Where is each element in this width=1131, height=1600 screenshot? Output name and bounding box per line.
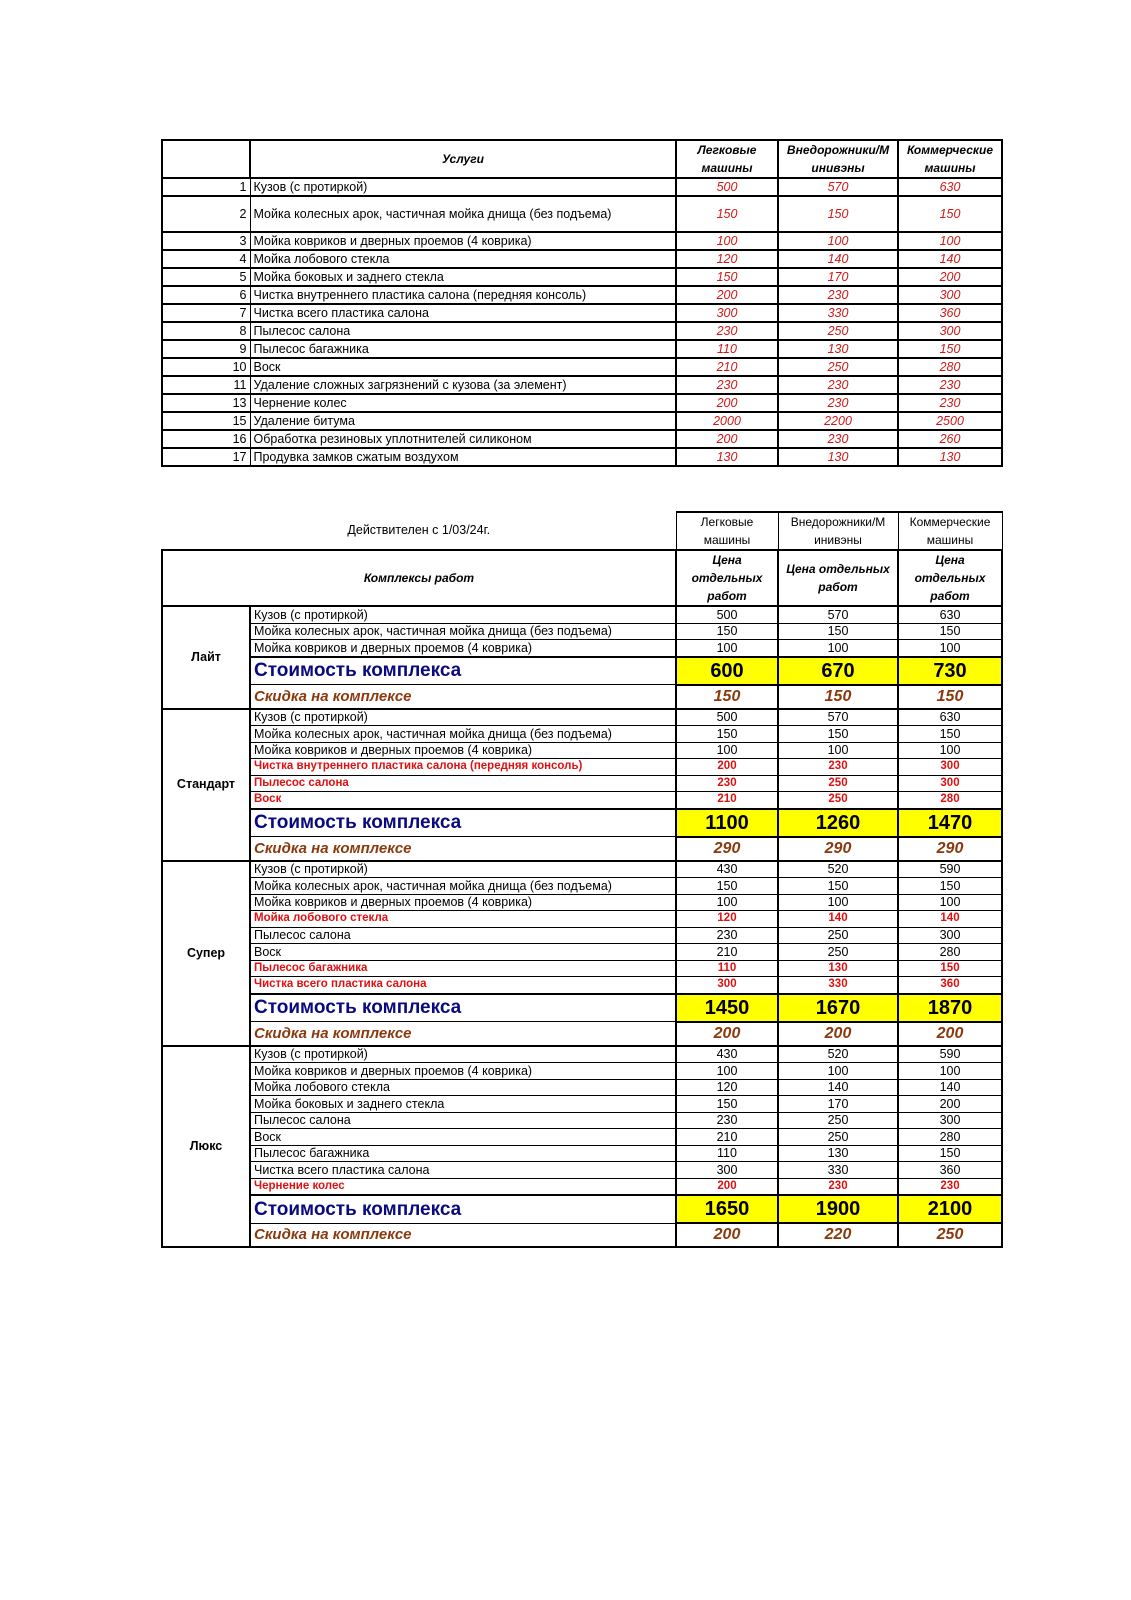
- service-name: Пылесос багажника: [250, 340, 676, 358]
- package-item-name: Пылесос багажника: [250, 960, 676, 977]
- price-head-passenger: Цена отдельных работ: [676, 550, 778, 606]
- service-row: [162, 376, 1002, 394]
- package-discount-row: [162, 1022, 1002, 1046]
- package-item-row: [162, 1162, 1002, 1179]
- package-item-name: Мойка лобового стекла: [250, 1079, 676, 1096]
- price-commercial: 630: [898, 709, 1002, 726]
- service-number: 2: [162, 196, 250, 232]
- price-commercial: 360: [898, 977, 1002, 994]
- service-name: Обработка резиновых уплотнителей силиконом: [250, 430, 676, 448]
- package-item-name: Мойка ковриков и дверных проемов (4 коврика): [250, 1063, 676, 1080]
- price-commercial: 280: [898, 792, 1002, 809]
- price-passenger: 100: [676, 232, 778, 250]
- price-passenger: 200: [676, 759, 778, 776]
- price-commercial: 300: [898, 286, 1002, 304]
- package-item-row: [162, 894, 1002, 911]
- service-number: 4: [162, 250, 250, 268]
- price-commercial: 100: [898, 232, 1002, 250]
- package-item-row: [162, 1178, 1002, 1195]
- price-commercial: 200: [898, 268, 1002, 286]
- price-commercial: 150: [898, 196, 1002, 232]
- price-passenger: 120: [676, 1079, 778, 1096]
- price-suv: 140: [778, 250, 898, 268]
- price-suv: 230: [778, 430, 898, 448]
- package-item-row: [162, 1079, 1002, 1096]
- price-passenger: 110: [676, 340, 778, 358]
- package-item-row: [162, 726, 1002, 743]
- service-name: Продувка замков сжатым воздухом: [250, 448, 676, 466]
- col-head-passenger: Легковые машины: [676, 512, 778, 550]
- price-suv: 250: [778, 358, 898, 376]
- package-item-name: Чистка всего пластика салона: [250, 1162, 676, 1179]
- price-commercial: 100: [898, 742, 1002, 759]
- price-passenger: 430: [676, 1046, 778, 1063]
- service-row: [162, 196, 1002, 232]
- price-passenger: 200: [676, 394, 778, 412]
- price-head-commercial: Цена отдельных работ: [898, 550, 1002, 606]
- discount-passenger: 150: [676, 685, 778, 709]
- package-item-name: Мойка ковриков и дверных проемов (4 коврика): [250, 640, 676, 657]
- price-commercial: 230: [898, 1178, 1002, 1195]
- service-name: Кузов (с протиркой): [250, 178, 676, 196]
- price-commercial: 150: [898, 878, 1002, 895]
- service-name: Чернение колес: [250, 394, 676, 412]
- cost-commercial: 730: [898, 657, 1002, 685]
- price-commercial: 360: [898, 1162, 1002, 1179]
- price-passenger: 120: [676, 911, 778, 928]
- package-item-row: [162, 1063, 1002, 1080]
- price-suv: 250: [778, 775, 898, 792]
- price-suv: 250: [778, 1129, 898, 1146]
- package-cost-label: Стоимость комплекса: [250, 657, 676, 685]
- price-head-suv: Цена отдельных работ: [778, 550, 898, 606]
- price-suv: 130: [778, 340, 898, 358]
- service-number: 10: [162, 358, 250, 376]
- package-item-name: Кузов (с протиркой): [250, 1046, 676, 1063]
- service-row: [162, 322, 1002, 340]
- package-item-name: Кузов (с протиркой): [250, 606, 676, 623]
- price-passenger: 100: [676, 894, 778, 911]
- package-discount-row: [162, 837, 1002, 861]
- price-passenger: 150: [676, 726, 778, 743]
- price-suv: 140: [778, 911, 898, 928]
- price-commercial: 260: [898, 430, 1002, 448]
- price-suv: 250: [778, 944, 898, 961]
- cost-commercial: 1870: [898, 994, 1002, 1022]
- service-row: [162, 430, 1002, 448]
- package-item-row: [162, 623, 1002, 640]
- price-suv: 130: [778, 960, 898, 977]
- package-cost-row: [162, 994, 1002, 1022]
- discount-commercial: 150: [898, 685, 1002, 709]
- packages-top-row: [162, 512, 1002, 550]
- price-commercial: 150: [898, 960, 1002, 977]
- header-suv: Внедорожники/М инивэны: [778, 140, 898, 178]
- price-suv: 250: [778, 927, 898, 944]
- package-item-name: Воск: [250, 944, 676, 961]
- package-item-row: [162, 1129, 1002, 1146]
- package-cost-label: Стоимость комплекса: [250, 809, 676, 837]
- price-suv: 100: [778, 1063, 898, 1080]
- cost-commercial: 1470: [898, 809, 1002, 837]
- discount-suv: 290: [778, 837, 898, 861]
- cost-passenger: 1100: [676, 809, 778, 837]
- price-commercial: 140: [898, 1079, 1002, 1096]
- cost-passenger: 1650: [676, 1195, 778, 1223]
- service-number: 16: [162, 430, 250, 448]
- package-item-name: Чистка всего пластика салона: [250, 977, 676, 994]
- package-item-row: [162, 792, 1002, 809]
- price-commercial: 230: [898, 394, 1002, 412]
- price-suv: 330: [778, 977, 898, 994]
- package-item-row: [162, 1145, 1002, 1162]
- price-passenger: 300: [676, 977, 778, 994]
- package-name: Стандарт: [162, 709, 250, 861]
- package-discount-row: [162, 1223, 1002, 1247]
- price-suv: 150: [778, 623, 898, 640]
- price-commercial: 230: [898, 376, 1002, 394]
- discount-passenger: 200: [676, 1223, 778, 1247]
- price-passenger: 130: [676, 448, 778, 466]
- price-suv: 170: [778, 1096, 898, 1113]
- package-cost-row: [162, 1195, 1002, 1223]
- service-name: Мойка боковых и заднего стекла: [250, 268, 676, 286]
- discount-suv: 200: [778, 1022, 898, 1046]
- package-name: Люкс: [162, 1046, 250, 1248]
- price-suv: 100: [778, 232, 898, 250]
- price-suv: 230: [778, 286, 898, 304]
- cost-suv: 1900: [778, 1195, 898, 1223]
- cost-passenger: 1450: [676, 994, 778, 1022]
- price-suv: 570: [778, 709, 898, 726]
- package-item-row: [162, 878, 1002, 895]
- package-item-row: [162, 606, 1002, 623]
- package-item-name: Пылесос салона: [250, 927, 676, 944]
- price-commercial: 100: [898, 894, 1002, 911]
- price-suv: 230: [778, 394, 898, 412]
- package-item-row: [162, 742, 1002, 759]
- price-commercial: 300: [898, 927, 1002, 944]
- service-number: 6: [162, 286, 250, 304]
- price-passenger: 150: [676, 1096, 778, 1113]
- package-discount-label: Скидка на комплексе: [250, 1223, 676, 1247]
- package-discount-row: [162, 685, 1002, 709]
- price-suv: 150: [778, 196, 898, 232]
- package-item-name: Кузов (с протиркой): [250, 861, 676, 878]
- price-passenger: 110: [676, 1145, 778, 1162]
- cost-passenger: 600: [676, 657, 778, 685]
- service-number: 5: [162, 268, 250, 286]
- package-item-name: Воск: [250, 792, 676, 809]
- service-row: [162, 448, 1002, 466]
- price-passenger: 100: [676, 1063, 778, 1080]
- col-head-suv: Внедорожники/М инивэны: [778, 512, 898, 550]
- service-number: 3: [162, 232, 250, 250]
- price-passenger: 500: [676, 606, 778, 623]
- packages-price-table: [161, 511, 1003, 1248]
- package-item-row: [162, 911, 1002, 928]
- service-name: Чистка всего пластика салона: [250, 304, 676, 322]
- service-row: [162, 250, 1002, 268]
- service-name: Мойка лобового стекла: [250, 250, 676, 268]
- package-item-row: [162, 775, 1002, 792]
- discount-suv: 220: [778, 1223, 898, 1247]
- price-commercial: 200: [898, 1096, 1002, 1113]
- price-commercial: 300: [898, 775, 1002, 792]
- cost-suv: 1260: [778, 809, 898, 837]
- price-commercial: 300: [898, 759, 1002, 776]
- package-item-row: [162, 861, 1002, 878]
- price-passenger: 300: [676, 304, 778, 322]
- package-item-name: Мойка колесных арок, частичная мойка днища (без подъема): [250, 726, 676, 743]
- col-head-commercial: Коммерческие машины: [898, 512, 1002, 550]
- package-item-row: [162, 1046, 1002, 1063]
- package-item-row: [162, 640, 1002, 657]
- price-suv: 140: [778, 1079, 898, 1096]
- price-passenger: 210: [676, 944, 778, 961]
- price-passenger: 230: [676, 1112, 778, 1129]
- price-passenger: 500: [676, 709, 778, 726]
- price-commercial: 630: [898, 178, 1002, 196]
- service-row: [162, 286, 1002, 304]
- service-name: Мойка колесных арок, частичная мойка днища (без подъема): [250, 196, 676, 232]
- service-row: [162, 232, 1002, 250]
- service-name: Мойка ковриков и дверных проемов (4 коврика): [250, 232, 676, 250]
- price-passenger: 110: [676, 960, 778, 977]
- price-commercial: 150: [898, 340, 1002, 358]
- price-suv: 520: [778, 861, 898, 878]
- price-passenger: 210: [676, 358, 778, 376]
- package-cost-label: Стоимость комплекса: [250, 1195, 676, 1223]
- package-item-row: [162, 709, 1002, 726]
- packages-header-row: [162, 550, 1002, 606]
- cost-commercial: 2100: [898, 1195, 1002, 1223]
- discount-passenger: 290: [676, 837, 778, 861]
- service-row: [162, 358, 1002, 376]
- package-item-name: Мойка колесных арок, частичная мойка днища (без подъема): [250, 623, 676, 640]
- package-cost-row: [162, 657, 1002, 685]
- package-item-name: Кузов (с протиркой): [250, 709, 676, 726]
- price-suv: 250: [778, 792, 898, 809]
- price-suv: 250: [778, 1112, 898, 1129]
- price-commercial: 100: [898, 640, 1002, 657]
- service-number: 17: [162, 448, 250, 466]
- package-item-name: Мойка ковриков и дверных проемов (4 коврика): [250, 894, 676, 911]
- price-passenger: 210: [676, 792, 778, 809]
- package-discount-label: Скидка на комплексе: [250, 685, 676, 709]
- price-commercial: 590: [898, 1046, 1002, 1063]
- price-suv: 150: [778, 878, 898, 895]
- packages-title: Комплексы работ: [162, 550, 676, 606]
- price-passenger: 150: [676, 196, 778, 232]
- service-name: Удаление битума: [250, 412, 676, 430]
- price-suv: 130: [778, 1145, 898, 1162]
- price-passenger: 230: [676, 376, 778, 394]
- service-row: [162, 268, 1002, 286]
- price-passenger: 200: [676, 286, 778, 304]
- service-row: [162, 412, 1002, 430]
- package-item-row: [162, 759, 1002, 776]
- package-name: Супер: [162, 861, 250, 1046]
- discount-passenger: 200: [676, 1022, 778, 1046]
- price-suv: 2200: [778, 412, 898, 430]
- package-item-row: [162, 1112, 1002, 1129]
- valid-from-note: Действителен с 1/03/24г.: [347, 523, 491, 538]
- price-suv: 100: [778, 742, 898, 759]
- price-passenger: 150: [676, 623, 778, 640]
- price-commercial: 150: [898, 726, 1002, 743]
- price-suv: 230: [778, 1178, 898, 1195]
- price-passenger: 230: [676, 322, 778, 340]
- cost-suv: 1670: [778, 994, 898, 1022]
- service-number: 13: [162, 394, 250, 412]
- price-passenger: 300: [676, 1162, 778, 1179]
- price-commercial: 150: [898, 1145, 1002, 1162]
- service-row: [162, 394, 1002, 412]
- price-commercial: 280: [898, 358, 1002, 376]
- discount-commercial: 250: [898, 1223, 1002, 1247]
- price-passenger: 430: [676, 861, 778, 878]
- price-passenger: 150: [676, 878, 778, 895]
- price-passenger: 500: [676, 178, 778, 196]
- price-suv: 170: [778, 268, 898, 286]
- price-commercial: 280: [898, 944, 1002, 961]
- price-passenger: 210: [676, 1129, 778, 1146]
- service-number: 15: [162, 412, 250, 430]
- package-cost-label: Стоимость комплекса: [250, 994, 676, 1022]
- package-item-row: [162, 1096, 1002, 1113]
- service-name: Пылесос салона: [250, 322, 676, 340]
- service-name: Воск: [250, 358, 676, 376]
- services-header-row: [162, 140, 1002, 178]
- service-row: [162, 178, 1002, 196]
- package-item-name: Мойка ковриков и дверных проемов (4 коврика): [250, 742, 676, 759]
- package-discount-label: Скидка на комплексе: [250, 1022, 676, 1046]
- service-number: 1: [162, 178, 250, 196]
- price-suv: 100: [778, 894, 898, 911]
- price-commercial: 300: [898, 1112, 1002, 1129]
- price-commercial: 300: [898, 322, 1002, 340]
- header-passenger: Легковые машины: [676, 140, 778, 178]
- service-name: Удаление сложных загрязнений с кузова (за элемент): [250, 376, 676, 394]
- cost-suv: 670: [778, 657, 898, 685]
- package-item-name: Мойка лобового стекла: [250, 911, 676, 928]
- service-number: 8: [162, 322, 250, 340]
- price-commercial: 150: [898, 623, 1002, 640]
- price-suv: 330: [778, 1162, 898, 1179]
- price-commercial: 630: [898, 606, 1002, 623]
- price-suv: 250: [778, 322, 898, 340]
- price-passenger: 230: [676, 775, 778, 792]
- price-passenger: 120: [676, 250, 778, 268]
- service-row: [162, 304, 1002, 322]
- price-suv: 520: [778, 1046, 898, 1063]
- service-row: [162, 340, 1002, 358]
- package-item-name: Пылесос салона: [250, 775, 676, 792]
- service-number: 9: [162, 340, 250, 358]
- price-commercial: 280: [898, 1129, 1002, 1146]
- package-cost-row: [162, 809, 1002, 837]
- price-passenger: 2000: [676, 412, 778, 430]
- price-suv: 230: [778, 759, 898, 776]
- price-passenger: 100: [676, 742, 778, 759]
- price-commercial: 140: [898, 911, 1002, 928]
- package-discount-label: Скидка на комплексе: [250, 837, 676, 861]
- package-item-name: Мойка колесных арок, частичная мойка днища (без подъема): [250, 878, 676, 895]
- package-item-name: Чистка внутреннего пластика салона (передняя консоль): [250, 759, 676, 776]
- services-header: Услуги: [250, 140, 676, 178]
- price-commercial: 100: [898, 1063, 1002, 1080]
- package-item-name: Чернение колес: [250, 1178, 676, 1195]
- package-item-name: Пылесос багажника: [250, 1145, 676, 1162]
- package-item-row: [162, 927, 1002, 944]
- price-suv: 570: [778, 178, 898, 196]
- price-suv: 130: [778, 448, 898, 466]
- header-blank: [162, 140, 250, 178]
- price-commercial: 2500: [898, 412, 1002, 430]
- header-commercial: Коммерческие машины: [898, 140, 1002, 178]
- price-passenger: 200: [676, 1178, 778, 1195]
- price-suv: 570: [778, 606, 898, 623]
- price-passenger: 200: [676, 430, 778, 448]
- package-item-name: Пылесос салона: [250, 1112, 676, 1129]
- discount-commercial: 200: [898, 1022, 1002, 1046]
- price-suv: 230: [778, 376, 898, 394]
- price-suv: 330: [778, 304, 898, 322]
- package-item-name: Мойка боковых и заднего стекла: [250, 1096, 676, 1113]
- price-passenger: 230: [676, 927, 778, 944]
- discount-commercial: 290: [898, 837, 1002, 861]
- service-number: 7: [162, 304, 250, 322]
- price-passenger: 100: [676, 640, 778, 657]
- discount-suv: 150: [778, 685, 898, 709]
- service-number: 11: [162, 376, 250, 394]
- price-passenger: 150: [676, 268, 778, 286]
- price-suv: 100: [778, 640, 898, 657]
- package-item-name: Воск: [250, 1129, 676, 1146]
- services-price-table: [161, 139, 1003, 467]
- price-commercial: 360: [898, 304, 1002, 322]
- package-item-row: [162, 977, 1002, 994]
- price-commercial: 130: [898, 448, 1002, 466]
- price-commercial: 590: [898, 861, 1002, 878]
- package-item-row: [162, 960, 1002, 977]
- price-suv: 150: [778, 726, 898, 743]
- package-name: Лайт: [162, 606, 250, 709]
- price-commercial: 140: [898, 250, 1002, 268]
- package-item-row: [162, 944, 1002, 961]
- service-name: Чистка внутреннего пластика салона (передняя консоль): [250, 286, 676, 304]
